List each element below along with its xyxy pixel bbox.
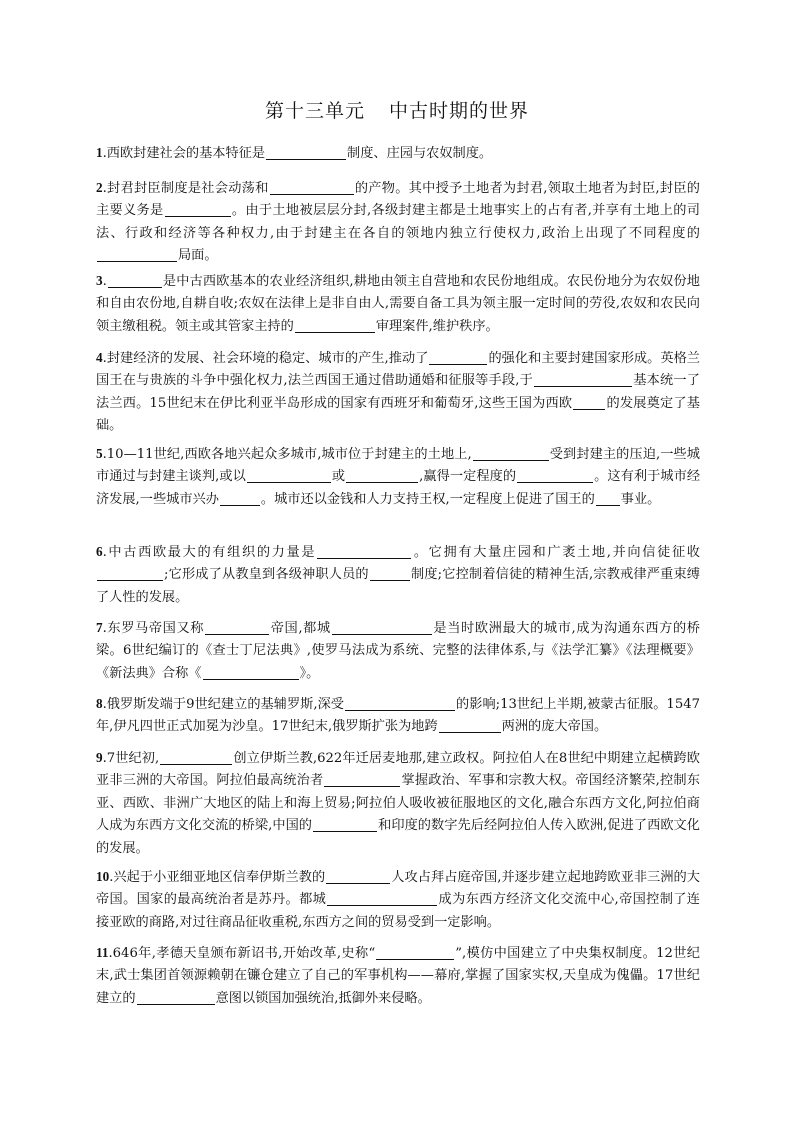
question-text: 》。 [299, 665, 320, 681]
answer-blank[interactable] [346, 467, 418, 483]
answer-blank[interactable] [534, 371, 632, 387]
question-number: 11 [96, 945, 109, 960]
answer-blank[interactable] [345, 695, 455, 711]
question-text: .封建经济的发展、社会环境的稳定、城市的产生,推动了 [102, 351, 429, 366]
question-text: 基本统一了法兰西。15世纪末在伊比利亚半岛形成的国家有西班牙和葡萄牙,这些王国为西欧 [96, 373, 700, 411]
question-text: .兴起于小亚细亚地区信奉伊斯兰教的 [109, 870, 326, 885]
question-text: .中古西欧最大的有组织的力量是 [102, 545, 317, 560]
answer-blank[interactable] [370, 565, 410, 581]
question-10 [96, 866, 700, 934]
question-number: 9 [96, 750, 103, 765]
answer-blank[interactable] [517, 467, 593, 483]
question-11 [96, 942, 700, 1010]
question-text: 的强化和主要封建国家形成。英格兰国王在与贵族的斗争中强化权力,法兰西国王通过借助通婚和征服等手段,于 [96, 351, 700, 389]
question-text: ,赢得一定程度的 [419, 469, 517, 485]
answer-blank[interactable] [137, 989, 215, 1005]
question-number: 3 [96, 273, 103, 288]
question-4 [96, 347, 700, 438]
question-text: 。这有利于城市经济发展,一些城市兴办 [96, 469, 701, 507]
answer-blank[interactable] [108, 272, 162, 288]
question-text: .东罗马帝国又称 [102, 621, 205, 636]
answer-blank[interactable] [160, 749, 232, 765]
question-text: 掌握政治、军事和宗教大权。帝国经济繁荣,控制东亚、西欧、非洲广大地区的陆上和海上贸易;阿拉伯人吸收被征服地区的文化,融合东西方文化,阿拉伯商人成为东西方文化交流的桥梁,中国的 [96, 773, 700, 834]
answer-blank[interactable] [266, 144, 346, 160]
question-text: . [102, 274, 107, 289]
question-text: 局面。 [178, 248, 218, 264]
answer-blank[interactable] [429, 349, 487, 365]
question-text: 和印度的数字先后经阿拉伯人传入欧洲,促进了西欧文化的发展。 [96, 818, 700, 856]
answer-blank[interactable] [439, 717, 501, 733]
question-text: .封君封臣制度是社会动荡和 [102, 181, 269, 196]
question-3 [96, 270, 700, 338]
question-text: 或 [331, 469, 346, 485]
question-text: 成为东西方经济文化交流中心,帝国控制了连接亚欧的商路,对过往商品征收重税,东西方之间的贸易受到一定影响。 [96, 892, 700, 930]
question-text: 创立伊斯兰教,622年迁居麦地那,建立政权。阿拉伯人在8世纪中期建立起横跨欧亚非三洲的大帝国。阿拉伯最高统治者 [96, 751, 700, 789]
question-number: 6 [96, 544, 103, 559]
question-number: 4 [96, 350, 103, 365]
question-text: .7世纪初, [102, 751, 160, 766]
question-8 [96, 693, 700, 739]
answer-blank[interactable] [332, 619, 432, 635]
question-5 [96, 443, 700, 511]
answer-blank[interactable] [317, 543, 411, 559]
question-text: 是当时欧洲最大的城市,成为沟通东西方的桥梁。6世纪编订的《查士丁尼法典》,使罗马法成为系统、完整的法律体系,与《法学汇纂》《法理概要》《新法典》合称《 [96, 621, 700, 681]
answer-blank[interactable] [326, 868, 390, 884]
question-text: .西欧封建社会的基本特征是 [102, 146, 266, 161]
question-number: 5 [96, 446, 103, 461]
answer-blank[interactable] [573, 394, 605, 410]
question-text: 的发展奠定了基础。 [96, 395, 700, 434]
question-7 [96, 617, 700, 685]
answer-blank[interactable] [376, 944, 454, 960]
answer-blank[interactable] [596, 490, 620, 506]
answer-blank[interactable] [270, 179, 354, 195]
question-text: 受到封建主的压迫,一些城市通过与封建主谈判,或以 [96, 447, 700, 485]
question-text: 意图以锁国加强统治,抵御外来侵略。 [215, 990, 431, 1006]
question-text: 。城市还以金钱和人力支持王权,一定程度上促进了国王的 [260, 491, 595, 507]
answer-blank[interactable] [165, 201, 231, 217]
answer-blank[interactable] [220, 490, 260, 506]
question-text: 制度;它控制着信徒的精神生活,宗教戒律严重束缚了人性的发展。 [96, 567, 700, 605]
question-text: 的产物。其中授予土地者为封君,领取土地者为封臣,封臣的主要义务是 [96, 181, 700, 219]
question-text: 帝国,都城 [270, 621, 331, 636]
question-text: ”,模仿中国建立了中央集权制度。12世纪末,武士集团首领源赖朝在镰仓建立了自己的军事机构——幕府,掌握了国家实权,天皇成为傀儡。17世纪建立的 [96, 946, 700, 1006]
question-9 [96, 747, 700, 860]
unit-name: 中古时期的世界 [389, 100, 530, 122]
answer-blank[interactable] [324, 771, 400, 787]
question-number: 8 [96, 696, 103, 711]
answer-blank[interactable] [313, 816, 377, 832]
question-number: 1 [96, 145, 103, 160]
question-text: .俄罗斯发端于9世纪建立的基辅罗斯,深受 [102, 697, 345, 712]
unit-label: 第十三单元 [264, 100, 365, 122]
question-1 [96, 142, 700, 165]
question-text: 。由于土地被层层分封,各级封建主都是土地事实上的占有者,并享有土地上的司法、行政和经济等各种权力,由于封建主在各自的领地内独立行使权力,政治上出现了不同程度的 [96, 203, 700, 241]
question-text: 。它拥有大量庄园和广袤土地,并向信徒征收 [412, 545, 700, 560]
page-title [0, 96, 794, 123]
answer-blank[interactable] [97, 565, 163, 581]
question-text: .646年,孝德天皇颁布新诏书,开始改革,史称“ [108, 946, 376, 961]
answer-blank[interactable] [205, 619, 269, 635]
question-text: 事业。 [620, 491, 661, 507]
question-text: 审理案件,维护秩序。 [375, 318, 499, 334]
answer-blank[interactable] [97, 246, 177, 262]
question-text: 的影响;13世纪上半期,被蒙古征服。1547年,伊凡四世正式加冕为沙皇。17世纪末,俄罗斯扩张为地跨 [96, 697, 700, 735]
question-text: .10—11世纪,西欧各地兴起众多城市,城市位于封建主的土地上, [102, 447, 472, 462]
answer-blank[interactable] [203, 664, 299, 680]
question-text: 是中古西欧基本的农业经济组织,耕地由领主自营地和农民份地组成。农民份地分为农奴份地和自由农份地,自耕自收;农奴在法律上是非自由人,需要自备工具为领主服一定时间的劳役,农奴和农民向领主缴租税。领主或其管家主持的 [96, 274, 700, 334]
question-number: 2 [96, 180, 103, 195]
question-number: 7 [96, 620, 103, 635]
question-text: 人攻占拜占庭帝国,并逐步建立起地跨欧亚非三洲的大帝国。国家的最高统治者是苏丹。都城 [96, 870, 700, 908]
question-text: 制度、庄园与农奴制度。 [347, 146, 493, 161]
question-number: 10 [96, 869, 110, 884]
answer-blank[interactable] [247, 467, 331, 483]
answer-blank[interactable] [295, 317, 375, 333]
answer-blank[interactable] [327, 890, 437, 906]
answer-blank[interactable] [473, 445, 549, 461]
question-text: ;它形成了从教皇到各级神职人员的 [164, 567, 369, 583]
question-6 [96, 541, 700, 609]
question-text: 两洲的庞大帝国。 [501, 719, 608, 735]
question-2 [96, 177, 700, 268]
